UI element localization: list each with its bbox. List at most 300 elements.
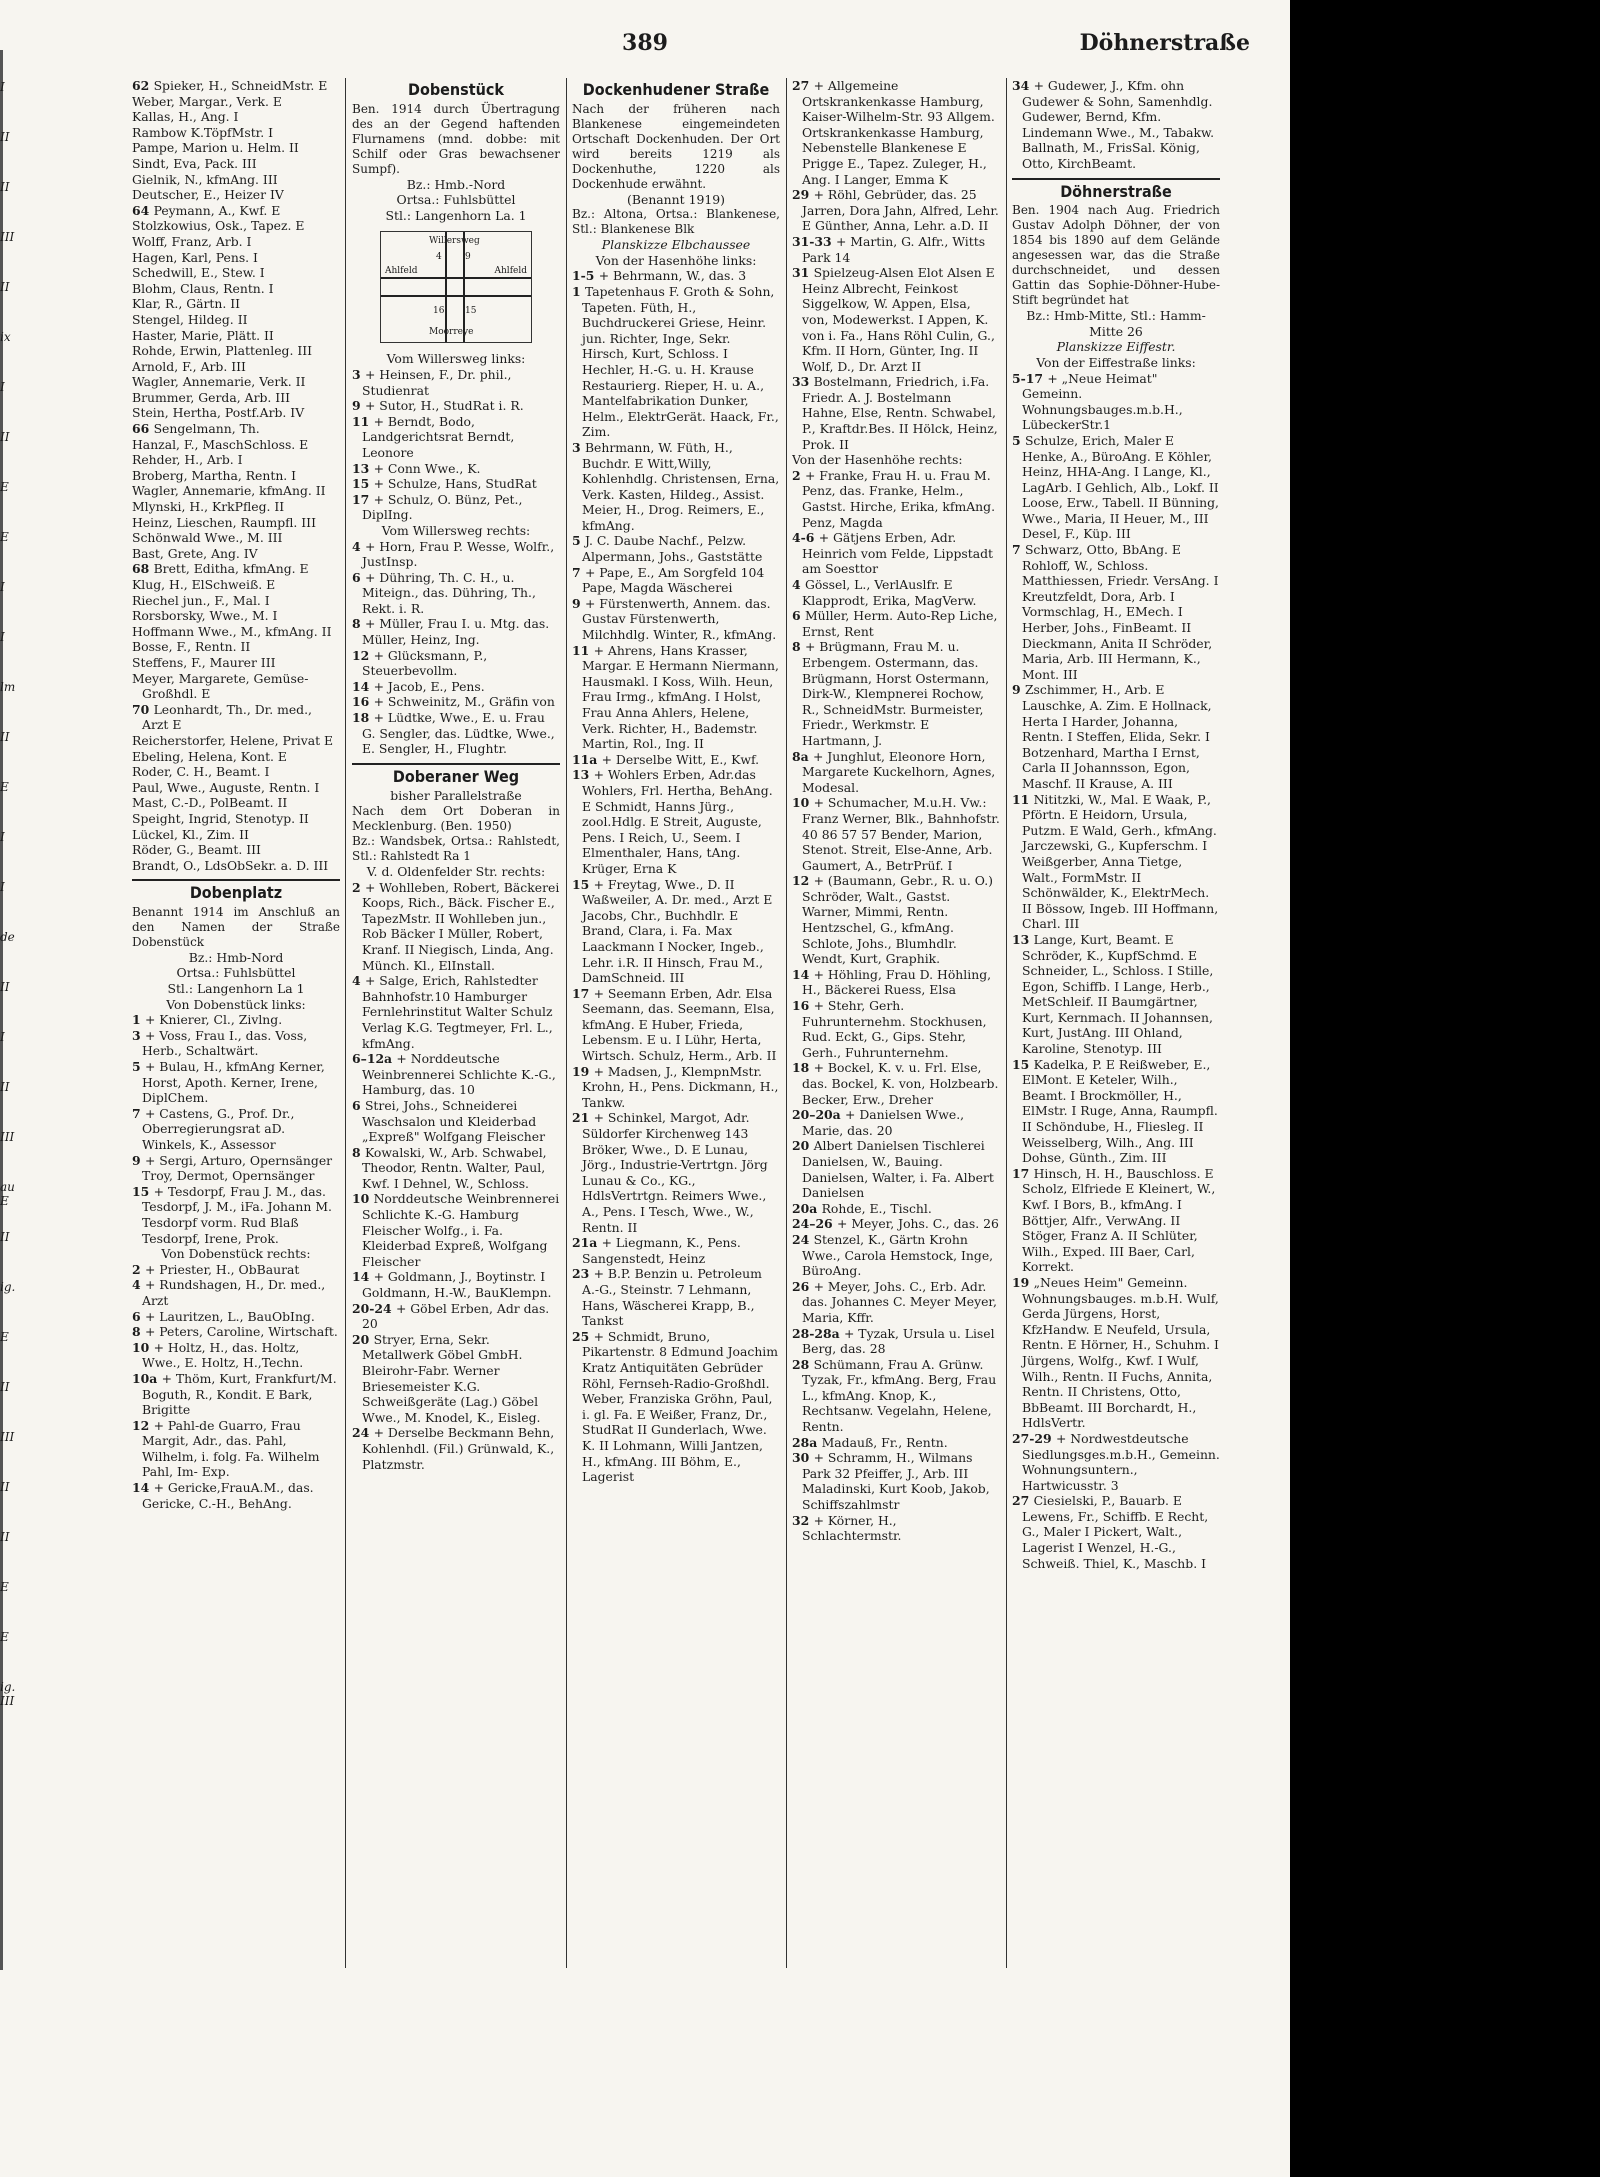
column-rule: [566, 78, 567, 1968]
house-number: 20–20a: [792, 1107, 846, 1123]
entry-text: Norddeutsche Weinbrennerei Schlichte K.-G. Hamburg Fleischer Wolfg., i. Fa. Kleiderbad Expreß, Wolfgang Fleischer: [362, 1191, 560, 1269]
edge-mark: ig. III: [0, 1680, 16, 1708]
entry-text: + Schweinitz, M., Gräfin von: [373, 694, 555, 710]
polling-district: Stl.: Langenhorn La 1: [167, 981, 305, 997]
entry-text: Brandt, O., LdsObSekr. a. D. III: [132, 857, 329, 873]
house-number: 4-6: [792, 530, 819, 546]
street-heading: Dockenhudener Straße: [582, 80, 770, 99]
entry-text: + Schumacher, M.u.H. Vw.: Franz Werner, Blk., Bahnhofstr. 40 86 57 57 Bender, Marion, Stenot. Streit, Else-Anne, Arb. Gaumert, A., BetrPrüf. I: [802, 795, 1000, 873]
edge-mark: E: [0, 1330, 9, 1344]
edge-mark: E: [0, 780, 9, 794]
entry-text: + Danielsen Wwe., Marie, das. 20: [802, 1107, 965, 1138]
directory-entry: [352, 1425, 560, 1472]
entry-text: Madauß, Fr., Rentn.: [821, 1434, 948, 1450]
entry-text: + Fürstenwerth, Annem. das. Gustav Fürstenwerth, Milchhdlg. Winter, R., kfmAng.: [582, 595, 777, 643]
entry-text: + Priester, H., ObBaurat: [144, 1261, 300, 1277]
directory-entry: [132, 499, 340, 515]
side-heading: V. d. Oldenfelder Str. rechts:: [366, 864, 546, 879]
house-number: 15: [572, 876, 594, 892]
directory-entry: [132, 795, 340, 811]
entry-text: Behrmann, W. Füth, H., Buchdr. E Witt,Willy, Kohlenhdlg. Christensen, Erna, Verk. Kasten, Hildeg., Assist. Meier, H., Drog. Reimers, E., kfmAng.: [582, 439, 780, 533]
entry-text: + Liegmann, K., Pens. Sangenstedt, Heinz: [582, 1235, 741, 1266]
directory-entry: [132, 125, 340, 141]
entry-text: + Thöm, Kurt, Frankfurt/M. Boguth, R., Kondit. E Bark, Brigitte: [142, 1370, 337, 1418]
directory-entry: [352, 1301, 560, 1332]
entry-text: + Martin, G. Alfr., Witts Park 14: [802, 233, 986, 265]
entry-text: Hagen, Karl, Pens. I: [132, 249, 258, 265]
directory-entry: [132, 671, 340, 702]
entry-text: Mlynski, H., KrkPfleg. II: [132, 499, 285, 515]
house-number: 7: [1012, 542, 1025, 558]
directory-entry: [132, 312, 340, 328]
entry-text: + Peters, Caroline, Wirtschaft.: [144, 1324, 338, 1340]
directory-entry: [132, 374, 340, 390]
entry-text: Wagler, Annemarie, Verk. II: [132, 374, 306, 390]
house-number: 3: [132, 1027, 145, 1043]
directory-entry: [792, 1232, 1000, 1279]
entry-text: + Glücksmann, P., Steuerbevollm.: [362, 647, 488, 679]
directory-entry: [132, 172, 340, 188]
house-number: 16: [792, 998, 814, 1014]
house-number: 4: [792, 577, 805, 592]
house-number: 9: [352, 398, 365, 414]
entry-text: Stolzkowius, Osk., Tapez. E: [132, 218, 305, 234]
house-number: 18: [792, 1060, 814, 1076]
map-label: Ahlfeld: [494, 266, 527, 277]
house-number: 11: [352, 413, 374, 429]
edge-mark: I: [0, 380, 5, 394]
directory-entry: [792, 374, 1000, 452]
entry-text: + Dühring, Th. C. H., u. Miteign., das. Dühring, Th., Rekt. i. R.: [362, 569, 536, 616]
edge-mark: III: [0, 1130, 15, 1144]
entry-text: + Schmidt, Bruno, Pikartenstr. 8 Edmund Joachim Kratz Antiquitäten Gebrüder Röhl, Fernseh-Radio-Großhdl. Weber, Franziska Gröhn, Paul, i. gl. Fa. E Weißer, Franz, Dr., StudRat II Gunderlach, Wwe. K. II Lohmann, Willi Jantzen, H., kfmAng. III Böhm, E., Lagerist: [582, 1328, 779, 1485]
house-number: 6: [352, 569, 365, 585]
directory-entry: [132, 109, 340, 125]
directory-entry: [132, 483, 340, 499]
entry-text: Röder, G., Beamt. III: [132, 842, 261, 858]
house-number: 4: [352, 538, 365, 554]
entry-text: Hoffmann Wwe., M., kfmAng. II: [132, 623, 332, 639]
directory-entry: [132, 437, 340, 453]
house-number: 14: [792, 966, 814, 982]
running-title: Döhnerstraße: [1079, 30, 1250, 56]
entry-text: + Knierer, Cl., Zivlng.: [144, 1012, 283, 1028]
edge-mark: ig.: [0, 1280, 16, 1294]
entry-text: + Gätjens Erben, Adr. Heinrich vom Felde, Lippstadt am Soesttor: [802, 530, 994, 577]
entry-text: Stein, Hertha, Postf.Arb. IV: [132, 405, 305, 421]
house-number: 19: [572, 1063, 594, 1079]
entry-text: Gössel, L., VerlAuslfr. E Klapprodt, Erika, MagVerw.: [802, 577, 977, 608]
directory-entry: [572, 1329, 780, 1485]
entry-text: Leonhardt, Th., Dr. med., Arzt E: [142, 701, 312, 733]
directory-entry: [132, 827, 340, 843]
directory-entry: [132, 858, 340, 874]
edge-mark: II: [0, 1230, 10, 1244]
directory-entry: [132, 405, 340, 421]
entry-text: Wolff, Franz, Arb. I: [132, 233, 252, 249]
house-number: 6: [792, 608, 805, 624]
column-1: [132, 78, 340, 1968]
entry-text: + Höhling, Frau D. Höhling, H., Bäckerei Ruess, Elsa: [802, 966, 992, 998]
street-heading: Dobenplatz: [132, 879, 340, 901]
entry-text: Bosse, F., Rentn. II: [132, 639, 251, 655]
edge-mark: II: [0, 130, 10, 144]
directory-entry: [132, 1480, 340, 1511]
directory-entry: [792, 795, 1000, 873]
house-number: 30: [792, 1450, 814, 1466]
entry-text: + Berndt, Bodo, Landgerichtsrat Berndt, Leonore: [362, 413, 515, 460]
entry-text: Gielnik, N., kfmAng. III: [132, 171, 278, 187]
entry-text: Klug, H., ElSchweiß. E: [132, 577, 276, 592]
directory-entry: [792, 1060, 1000, 1107]
house-number: 8: [792, 639, 805, 655]
directory-entry: [792, 530, 1000, 577]
directory-entry: [132, 250, 340, 266]
house-number: 2: [132, 1261, 145, 1277]
district: Bz.: Altona, Ortsa.: Blankenese, Stl.: Blankenese Blk: [572, 207, 780, 237]
directory-entry: [132, 1371, 340, 1418]
local-office: Ortsa.: Fuhlsbüttel: [396, 192, 516, 208]
house-number: 9: [1012, 682, 1025, 698]
street-description: Benannt 1914 im Anschluß an den Namen der Straße Dobenstück: [132, 904, 340, 949]
edge-mark: I: [0, 1030, 5, 1044]
directory-entry: [352, 1098, 560, 1145]
entry-text: + Nordwestdeutsche Siedlungsges.m.b.H., Gemeinn. Wohnungsuntern., Hartwicusstr. 3: [1022, 1430, 1220, 1493]
entry-text: + Horn, Frau P. Wesse, Wolfr., JustInsp.: [362, 538, 555, 570]
entry-text: + Salge, Erich, Rahlstedter Bahnhofstr.10 Hamburger Fernlehrinstitut Walter Schulz Verlag K.G. Tegtmeyer, Frl. L., kfmAng.: [362, 973, 553, 1051]
directory-entry: [132, 94, 340, 110]
edge-mark: E: [0, 530, 9, 544]
entry-text: Stengel, Hildeg. II: [132, 311, 248, 327]
entry-text: + Seemann Erben, Adr. Elsa Seemann, das. Seemann, Elsa, kfmAng. E Huber, Frieda, Lebensm. E u. I Lühr, Herta, Wirtsch. Schulz, Herm., Arb. II: [582, 985, 777, 1064]
entry-text: + Derselbe Witt, E., Kwf.: [601, 751, 760, 767]
street-description: Ben. 1914 durch Übertragung des an der Gegend haftenden Flurnamens (mnd. dobbe: mit Schilf oder Gras bewachsener Sumpf).: [352, 101, 560, 176]
entry-text: Ciesielski, P., Bauarb. E Lewens, Fr., Schiffb. E Recht, G., Maler I Pickert, Walt., Lagerist I Wenzel, H.-G., Schweiß. Thiel, K., Maschb. I: [1022, 1493, 1209, 1571]
entry-list: [572, 268, 780, 1484]
house-number: 4: [352, 973, 365, 989]
directory-entry: [132, 452, 340, 468]
house-number: 70: [132, 701, 154, 717]
edge-mark: II: [0, 1380, 10, 1394]
directory-entry: [132, 140, 340, 156]
directory-entry: [572, 877, 780, 986]
entry-text: Strei, Johs., Schneiderei Waschsalon und Kleiderbad „Expreß" Wolfgang Fleischer: [362, 1097, 546, 1145]
directory-entry: [1012, 433, 1220, 542]
house-number: 14: [352, 678, 374, 694]
entry-text: + Sutor, H., StudRat i. R.: [364, 398, 524, 414]
house-number: 5-17: [1012, 370, 1048, 386]
directory-entry: [132, 328, 340, 344]
entry-text: Blohm, Claus, Rentn. I: [132, 280, 274, 296]
entry-text: + Junghlut, Eleonore Horn, Margarete Kuckelhorn, Agnes, Modesal.: [802, 748, 996, 795]
directory-entry: [792, 78, 1000, 187]
house-number: 28a: [792, 1434, 822, 1450]
entry-text: + Wohlleben, Robert, Bäckerei Koops, Rich., Bäck. Fischer E., TapezMstr. II Wohlleben jun., Rob Bäcker I Müller, Robert, Kranf. II Niegisch, Linda, Ang. Münch. Kl., ElInstall.: [362, 879, 560, 973]
directory-entry: [132, 421, 340, 437]
house-number: 8: [352, 616, 365, 632]
house-number: 23: [572, 1266, 594, 1282]
house-number: 12: [132, 1417, 154, 1433]
directory-entry: [1012, 371, 1220, 433]
house-number: 11: [1012, 791, 1034, 807]
entry-text: Von der Hasenhöhe rechts:: [792, 452, 963, 468]
sketch-reference: Planskizze Elbchaussee: [601, 237, 751, 253]
directory-entry: [792, 577, 1000, 608]
entry-text: Rambow K.TöpfMstr. I: [132, 124, 274, 140]
directory-entry: [352, 476, 560, 492]
house-number: 64: [132, 202, 154, 218]
house-number: 13: [352, 460, 374, 476]
house-number: 20: [792, 1138, 814, 1154]
directory-entry: [132, 1184, 340, 1246]
directory-entry: [1012, 792, 1220, 932]
directory-entry: [132, 1106, 340, 1153]
directory-entry: [132, 1012, 340, 1028]
directory-entry: [792, 998, 1000, 1060]
directory-entry: [792, 639, 1000, 748]
edge-mark: I: [0, 580, 5, 594]
directory-entry: [792, 749, 1000, 796]
entry-text: Weber, Margar., Verk. E: [132, 93, 282, 109]
entry-list: [132, 78, 340, 873]
directory-entry: [572, 1235, 780, 1266]
entry-text: Speight, Ingrid, Stenotyp. II: [132, 810, 309, 826]
side-heading: Von Dobenstück rechts:: [161, 1246, 311, 1262]
local-office: Ortsa.: Fuhlsbüttel: [176, 965, 296, 981]
edge-mark: I: [0, 830, 5, 844]
directory-entry: [352, 367, 560, 398]
directory-entry: [132, 561, 340, 577]
house-number: 10: [352, 1191, 374, 1207]
map-label: Moorreye: [429, 326, 474, 337]
directory-entry: [572, 986, 780, 1064]
directory-entry: [792, 608, 1000, 639]
edge-mark: E: [0, 1630, 9, 1644]
house-number: 13: [572, 767, 594, 783]
entry-text: + Freytag, Wwe., D. II Waßweiler, A. Dr. med., Arzt E Jacobs, Chr., Buchhdlr. E Brand, Clara, i. Fa. Max Laackmann I Nocker, Ingeb., Lehr. i.R. II Hinsch, Frau M., DamSchneid. III: [582, 876, 773, 986]
directory-entry: [792, 1513, 1000, 1544]
directory-entry: [792, 1326, 1000, 1357]
edge-mark: II: [0, 1080, 10, 1094]
directory-entry: [792, 1107, 1000, 1138]
directory-entry: [132, 515, 340, 531]
entry-text: Heinz, Lieschen, Raumpfl. III: [132, 514, 316, 530]
house-number: 27: [1012, 1493, 1034, 1509]
directory-entry: [352, 1191, 560, 1269]
directory-entry: [132, 780, 340, 796]
directory-entry: [132, 530, 340, 546]
house-number: 1: [572, 283, 585, 299]
house-number: 9: [132, 1152, 145, 1168]
entry-text: + Lauritzen, L., BauObIng.: [144, 1308, 315, 1324]
house-number: 15: [352, 476, 374, 492]
entry-text: + Wohlers Erben, Adr.das Wohlers, Frl. Hertha, BehAng. E Schmidt, Hanns Jürg., zool.Hdlg. E Streit, Auguste, Pens. I Reich, U., Seem. I Elmenthaler, Hans, tAng. Krüger, Erna K: [582, 767, 773, 876]
directory-entry: [132, 624, 340, 640]
directory-entry: [792, 1138, 1000, 1200]
directory-entry: [132, 1153, 340, 1184]
house-number: 20: [352, 1331, 374, 1347]
edge-mark: au E: [0, 1180, 15, 1208]
entry-text: + Derselbe Beckmann Behn, Kohlenhdl. (Fil.) Grünwald, K., Platzmstr.: [362, 1425, 555, 1472]
directory-entry: [792, 234, 1000, 265]
page-number: 389: [622, 30, 668, 56]
entry-text: Spielzeug-Alsen Elot Alsen E Heinz Albrecht, Feinkost Siggelkow, W. Appen, Elsa, von, Modewerkst. I Appen, K. von i. Fa., Hans Röhl Culin, G., Kfm. II Horn, Günter, Ing. II Wolf, D., Dr. Arzt II: [802, 265, 995, 374]
entry-text: Hanzal, F., MaschSchloss. E: [132, 436, 309, 452]
entry-text: + Meyer, Johs. C., das. 26: [837, 1216, 999, 1232]
column-3: [572, 78, 780, 1968]
entry-list: [352, 880, 560, 1473]
street-heading: Döhnerstraße: [1012, 178, 1220, 200]
entry-text: Nititzki, W., Mal. E Waak, P., Pförtn. E Heidorn, Ursula, Putzm. E Wald, Gerh., kfmAng. Jarczewski, G., Kupferschm. I Weißgerber, Anna Tietge, Walt., FormMstr. II Schönwälder, K., ElektrMech. II Bössow, Ingeb. III Hoffmann, Charl. III: [1022, 791, 1219, 932]
house-number: 7: [132, 1105, 145, 1121]
directory-entry: [572, 643, 780, 752]
house-number: 16: [352, 694, 374, 710]
entry-text: Brummer, Gerda, Arb. III: [132, 389, 290, 405]
directory-entry: [132, 343, 340, 359]
directory-entry: [792, 187, 1000, 234]
house-number: 6–12a: [352, 1051, 397, 1067]
directory-entry: [1012, 1166, 1220, 1275]
directory-entry: [1012, 1057, 1220, 1166]
entry-text: Zschimmer, H., Arb. E Lauschke, A. Zim. E Hollnack, Herta I Harder, Johanna, Rentn. I Steffen, Elida, Sekr. I Botzenhard, Martha I Ernst, Carla II Johannsson, Egon, Maschf. II Krause, A. III: [1022, 682, 1212, 791]
house-number: 20-24: [352, 1300, 396, 1316]
entry-text: + (Baumann, Gebr., R. u. O.) Schröder, Walt., Gastst. Warner, Mimmi, Rentn. Hentzschel, G., kfmAng. Schlote, Johs., Blumhdlr. Wendt, Kurt, Graphik.: [802, 873, 993, 967]
directory-entry: [132, 749, 340, 765]
entry-text: Schümann, Frau A. Grünw. Tyzak, Fr., kfmAng. Berg, Frau L., kfmAng. Knop, K., Rechtsanw. Vegelahn, Helene, Rentn.: [802, 1356, 997, 1435]
entry-text: Haster, Marie, Plätt. II: [132, 327, 274, 343]
house-number: 17: [352, 491, 374, 507]
house-number: 68: [132, 561, 154, 577]
house-number: 4: [132, 1277, 145, 1293]
entry-text: Roder, C. H., Beamt. I: [132, 764, 270, 780]
house-number: 14: [132, 1480, 154, 1496]
directory-entry: [132, 702, 340, 733]
entry-text: + Stehr, Gerh. Fuhrunternehm. Stockhusen, Rud. Eckt, G., Gips. Stehr, Gerh., Fuhrunternehm.: [802, 998, 987, 1060]
entry-text: + Allgemeine Ortskrankenkasse Hamburg, Kaiser-Wilhelm-Str. 93 Allgem. Ortskrankenkasse Hamburg, Nebenstelle Blankenese E Prigge E., Tapez. Zuleger, H., Ang. I Langer, Emma K: [802, 78, 995, 187]
house-number: 10: [792, 795, 814, 811]
page-margin: [0, 1975, 1290, 2177]
house-number: 12: [792, 873, 814, 889]
directory-entry: [132, 1028, 340, 1059]
directory-entry: [352, 1332, 560, 1426]
edge-mark: I: [0, 80, 5, 94]
directory-entry: [1012, 1431, 1220, 1493]
entry-text: Meyer, Margarete, Gemüse-Großhdl. E: [132, 670, 309, 702]
edge-mark: ix: [0, 330, 11, 344]
house-number: 15: [132, 1183, 154, 1199]
house-number: 62: [132, 78, 154, 93]
entry-text: Deutscher, E., Heizer IV: [132, 187, 284, 203]
entry-text: + Göbel Erben, Adr das. 20: [362, 1300, 550, 1332]
entry-text: + „Neue Heimat" Gemeinn. Wohnungsbauges.m.b.H., LübeckerStr.1: [1022, 370, 1183, 433]
house-number: 3: [572, 439, 585, 455]
edge-mark: III: [0, 1430, 15, 1444]
entry-text: + Gericke,FrauA.M., das. Gericke, C.-H., BehAng.: [142, 1480, 314, 1511]
column-2: [352, 78, 560, 1968]
directory-entry: [572, 533, 780, 564]
entry-text: + Schulz, O. Bünz, Pet., DiplIng.: [362, 491, 523, 523]
directory-entry: [352, 492, 560, 523]
district: Bz.: Hmb-Mitte, Stl.: Hamm-Mitte 26: [1026, 308, 1206, 339]
directory-entry: [352, 461, 560, 477]
house-number: 66: [132, 421, 154, 437]
house-number: 11: [572, 642, 594, 658]
side-heading: Von Dobenstück links:: [166, 996, 306, 1012]
house-number: 10: [132, 1339, 154, 1355]
edge-mark: I: [0, 880, 5, 894]
directory-entry: [1012, 932, 1220, 1057]
entry-text: + Jacob, E., Pens.: [373, 678, 485, 694]
entry-text: Bostelmann, Friedrich, i.Fa. Friedr. A. J. Bostelmann Hahne, Else, Rentn. Schwabel, P., Kraftdr.Bes. II Hölck, Heinz, Prok. II: [802, 374, 998, 452]
house-number: 2: [352, 879, 365, 895]
directory-entry: [792, 1201, 1000, 1217]
entry-text: Rehder, H., Arb. I: [132, 452, 243, 468]
directory-entry: [572, 596, 780, 643]
house-number: 27-29: [1012, 1430, 1056, 1446]
entry-text: + Bockel, K. v. u. Frl. Else, das. Bockel, K. von, Holzbearb. Becker, Erw., Dreher: [802, 1060, 999, 1107]
house-number: 21a: [572, 1235, 602, 1251]
directory-entry: [352, 539, 560, 570]
directory-entry: [572, 1064, 780, 1111]
entry-text: Schulze, Erich, Maler E Henke, A., BüroAng. E Köhler, Heinz, HHA-Ang. I Lange, Kl., LagArb. I Gehlich, Alb., Lokf. II Loose, Erw., Tabell. II Bünning, Wwe., Maria, II Heuer, M., III Desel, F., Küp. III: [1022, 432, 1219, 542]
entry-text: + Ahrens, Hans Krasser, Margar. E Hermann Niermann, Hausmakl. I Koss, Wilh. Heun, Frau Irmg., kfmAng. I Holst, Frau Anna Ahlers, Helene, Verk. Richter, H., Bademstr. Martin, Rol., Ing. II: [582, 642, 779, 752]
directory-entry: [132, 265, 340, 281]
entry-text: + Bulau, H., kfmAng Kerner, Horst, Apoth. Kerner, Irene, DiplChem.: [142, 1059, 325, 1106]
directory-entry: [352, 616, 560, 647]
directory-entry: [132, 203, 340, 219]
directory-entry: [1012, 682, 1220, 791]
directory-entry: [792, 967, 1000, 998]
street-heading: Dobenstück: [408, 80, 504, 99]
entry-text: + Schinkel, Margot, Adr. Süldorfer Kirchenweg 143 Bröker, Wwe., D. E Lunau, Jörg., Industrie-Vertrtgn. Jörg Lunau & Co., KG., HdlsVertrtgn. Reimers Wwe., A., Pens. I Tesch, Wwe., W., Rentn. II: [582, 1110, 768, 1235]
previous-page-edge: [0, 80, 16, 1960]
house-number: 24: [352, 1425, 374, 1441]
entry-text: + Müller, Frau I. u. Mtg. das. Müller, Heinz, Ing.: [362, 616, 550, 648]
map-label: Ahlfeld: [385, 266, 418, 277]
directory-entry: [132, 1059, 340, 1106]
entry-text: Müller, Herm. Auto-Rep Liche, Ernst, Rent: [802, 608, 998, 639]
house-number: 20a: [792, 1200, 822, 1216]
entry-text: Wagler, Annemarie, kfmAng. II: [132, 483, 326, 499]
directory-entry: [792, 1435, 1000, 1451]
entry-text: Lange, Kurt, Beamt. E Schröder, K., KupfSchmd. E Schneider, L., Schloss. I Stille, Egon, Schiffb. I Lange, Herb., MetSchleif. II Baumgärtner, Kurt, Kernmach. II Johannsen, Kurt, JustAng. III Ohland, Karoline, Stenotyp. III: [1022, 931, 1214, 1057]
house-number: 6: [132, 1308, 145, 1324]
entry-list: [1012, 371, 1220, 1572]
house-number: 24–26: [792, 1216, 837, 1232]
map-label: 4: [436, 252, 442, 263]
house-number: 17: [1012, 1165, 1034, 1181]
sketch-reference: Planskizze Eiffestr.: [1056, 339, 1176, 355]
entry-text: Brett, Editha, kfmAng. E: [153, 561, 309, 577]
directory-entry: [352, 973, 560, 1051]
directory-entry: [792, 265, 1000, 374]
house-number: 3: [352, 366, 365, 382]
directory-entry: [132, 156, 340, 172]
directory-entry: [132, 639, 340, 655]
map-label: 9: [465, 252, 471, 263]
entry-text: Schwarz, Otto, BbAng. E Rohloff, W., Schloss. Matthiessen, Friedr. VersAng. I Kreutzfeldt, Dora, Arb. I Vormschlag, H., EMech. I Herber, Johs., FinBeamt. II Dieckmann, Anita II Schröder, Maria, Arb. III Hermann, K., Mont. III: [1022, 542, 1219, 682]
entry-text: Schönwald Wwe., M. III: [132, 530, 283, 546]
entry-text: Ebeling, Helena, Kont. E: [132, 748, 287, 764]
house-number: 5: [1012, 432, 1025, 448]
entry-text: Rohde, Erwin, Plattenleg. III: [132, 343, 313, 359]
house-number: 6: [352, 1097, 365, 1113]
directory-entry: [1012, 1275, 1220, 1431]
entry-text: Spieker, H., SchneidMstr. E: [153, 78, 328, 93]
entry-text: + Schramm, H., Wilmans Park 32 Pfeiffer, J., Arb. III Maladinski, Kurt Koob, Jakob, Schiffszahlmstr: [802, 1450, 990, 1513]
map-label: 16: [433, 306, 445, 317]
entry-list: [132, 1012, 340, 1246]
